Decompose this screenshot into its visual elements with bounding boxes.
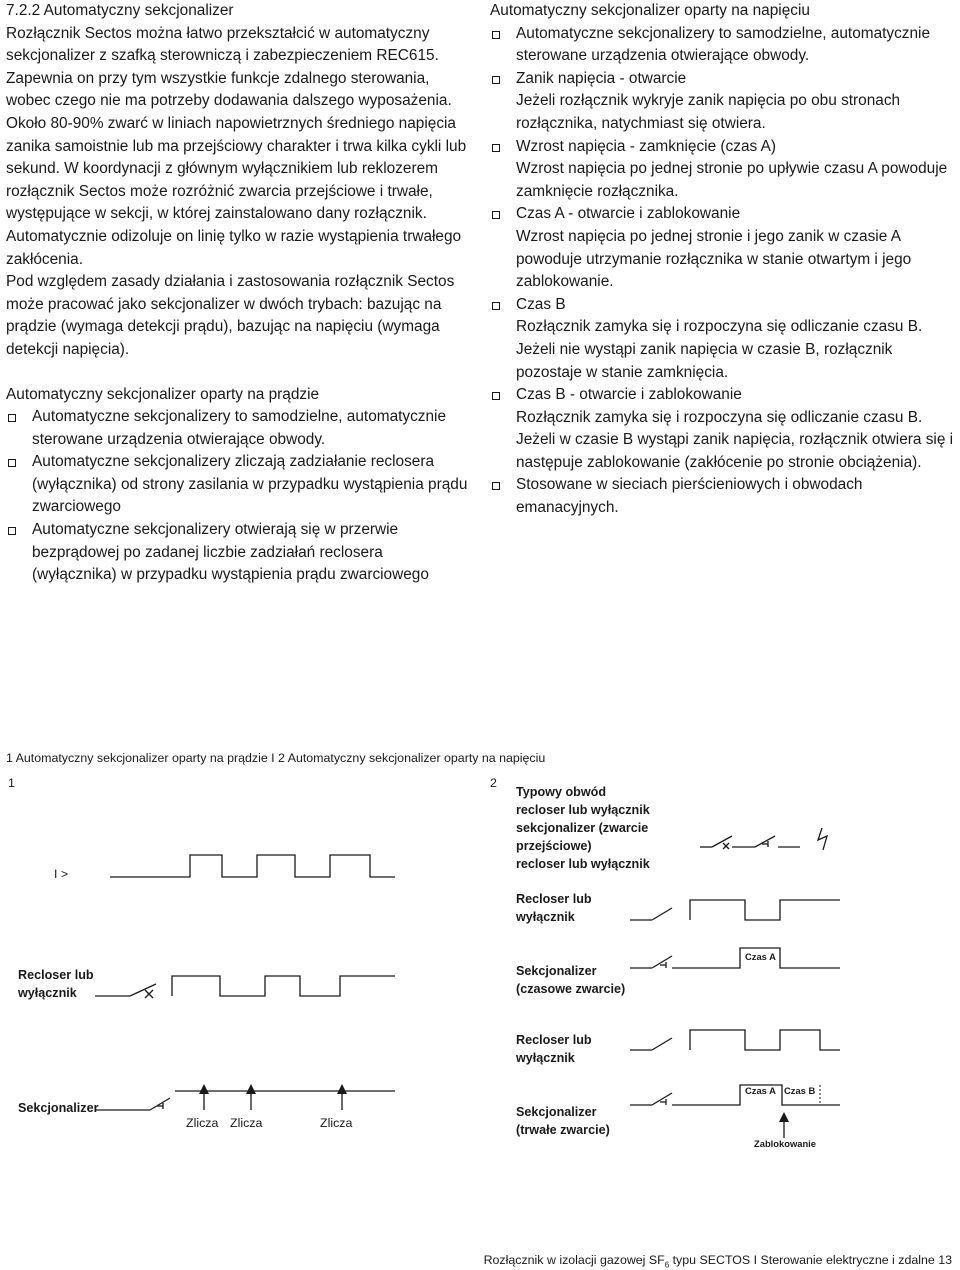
bullet-square-icon (492, 76, 500, 84)
list-item: Automatyczne sekcjonalizery otwierają się w przerwie bezprądowej po zadanej liczbie zadziałań reclosera (wyłącznika) w przypadku wystąpienia prądu zwarciowego (6, 519, 470, 587)
bullet-square-icon (8, 527, 16, 535)
count-label: Zlicza (320, 1116, 353, 1130)
recloser-label-3: Recloser lub wyłącznik (516, 1033, 592, 1065)
count-label: Zlicza (186, 1116, 219, 1130)
recloser-label-2: Recloser lub wyłącznik (516, 892, 592, 924)
time-a-label: Czas A (745, 951, 776, 962)
paragraph-intro: Rozłącznik Sectos można łatwo przekształcić w automatyczny sekcjonalizer z szafką sterowniczą i zabezpieczeniem REC615. Zapewnia on przy tym wszystkie funkcje zdalnego sterowania, wobec czego nie ma potrzeby dodawania dalszego wyposażenia. (6, 24, 452, 110)
voltage-heading: Automatyczny sekcjonalizer oparty na napięciu (490, 2, 810, 19)
lightning-icon (818, 828, 827, 850)
switch-symbol (150, 1098, 170, 1110)
sectionalizer-temp-label: Sekcjonalizer (czasowe zwarcie) (516, 964, 626, 996)
left-column (6, 0, 470, 587)
figure-1-number: 1 (8, 776, 15, 790)
sectionalizer-label: Sekcjonalizer (18, 1101, 99, 1115)
voltage-bullet-list (490, 23, 956, 520)
bullet-square-icon (8, 414, 16, 422)
list-item: Zanik napięcia - otwarcie Jeżeli rozłącznik wykryje zanik napięcia po obu stronach rozłącznika, natychmiast się otwiera. (490, 68, 956, 136)
figure-caption: 1 Automatyczny sekcjonalizer oparty na prądzie I 2 Automatyczny sekcjonalizer oparty na napięciu (6, 751, 546, 765)
count-arrow-icon (199, 1084, 209, 1094)
count-arrow-icon (246, 1084, 256, 1094)
bullet-square-icon (492, 302, 500, 310)
bullet-square-icon (492, 392, 500, 400)
count-label: Zlicza (230, 1116, 263, 1130)
list-item: Stosowane w sieciach pierścieniowych i obwodach emanacyjnych. (490, 474, 956, 519)
sectionalizer-perm-label: Sekcjonalizer (trwałe zwarcie) (516, 1105, 610, 1137)
bullet-square-icon (492, 31, 500, 39)
paragraph-modes: Pod względem zasady działania i zastosowania rozłącznik Sectos może pracować jako sekcjonalizer w dwóch trybach: bazując na prądzie (wymaga detekcji prądu), bazując na napięciu (wymaga detekcji napięcia). (6, 273, 455, 358)
locked-label: Zablokowanie (754, 1138, 816, 1149)
section-title: 7.2.2 Automatyczny sekcjonalizer (6, 2, 234, 19)
time-b-label: Czas B (784, 1085, 816, 1096)
current-waveform (110, 855, 395, 877)
switch-symbol (652, 1038, 672, 1050)
current-bullet-list (6, 406, 470, 587)
lock-arrow-icon (779, 1112, 789, 1122)
right-column (490, 0, 956, 520)
list-item: Czas B - otwarcie i zablokowanie Rozłącznik zamyka się i rozpoczyna się odliczanie czasu B. Jeżeli w czasie B wystąpi zanik napięcia, rozłącznik otwiera się i następuje zablokowanie (zakłócenie po stronie obciążenia). (490, 384, 956, 474)
switch-symbol (755, 836, 775, 847)
page-footer: Rozłącznik w izolacji gazowej $SF_6$ typu SECTOS I Sterowanie elektryczne i zdalne 13 (483, 1253, 952, 1270)
recloser-label: Recloser lub wyłącznik (18, 968, 94, 1000)
current-label: I > (54, 867, 69, 881)
switch-symbol (652, 908, 672, 920)
list-item: Automatyczne sekcjonalizery to samodzielne, automatycznie sterowane urządzenia otwierające obwody. (6, 406, 470, 451)
timing-diagrams (0, 760, 960, 1180)
list-item: Automatyczne sekcjonalizery zliczają zadziałanie reclosera (wyłącznika) od strony zasilania w przypadku wystąpienia prądu zwarciowego (6, 451, 470, 519)
bullet-square-icon (8, 459, 16, 467)
list-item: Wzrost napięcia - zamknięcie (czas A) Wzrost napięcia po jednej stronie po upływie czasu A powoduje zamknięcie rozłącznika. (490, 136, 956, 204)
figure-2-number: 2 (490, 776, 497, 790)
switch-symbol (652, 1093, 672, 1105)
typical-circuit-label: Typowy obwód recloser lub wyłącznik sekcjonalizer (zwarcie przejściowe) recloser lub wyłącznik (516, 785, 650, 871)
current-heading: Automatyczny sekcjonalizer oparty na prądzie (6, 385, 320, 403)
list-item: Czas B Rozłącznik zamyka się i rozpoczyna się odliczanie czasu B. Jeżeli nie wystąpi zanik napięcia w czasie B, rozłącznik pozostaje w stanie zamknięcia. (490, 294, 956, 384)
bullet-square-icon (492, 482, 500, 490)
bullet-square-icon (492, 211, 500, 219)
paragraph-faults: Około 80-90% zwarć w liniach napowietrznych średniego napięcia zanika samoistnie lub ma przejściowy charakter i trwa kilka cykli lub sekund. W koordynacji z głównym wyłącznikiem lub reklozerem rozłącznik Sectos może rozróżnić zwarcia przejściowe i trwałe, występujące w sekcji, w której zainstalowano dany rozłącznik. Automatycznie odizoluje on linię tylko w razie wystąpienia trwałego zakłócenia. (6, 114, 467, 268)
list-item: Czas A - otwarcie i zablokowanie Wzrost napięcia po jednej stronie i jego zanik w czasie A powoduje utrzymanie rozłącznika w stanie otwartym i jego zablokowanie. (490, 203, 956, 293)
switch-symbol (712, 836, 732, 847)
bullet-square-icon (492, 144, 500, 152)
list-item: Automatyczne sekcjonalizery to samodzielne, automatycznie sterowane urządzenia otwierające obwody. (490, 23, 956, 68)
switch-symbol (652, 956, 672, 968)
count-arrow-icon (337, 1084, 347, 1094)
time-a-label-2: Czas A (745, 1085, 776, 1096)
